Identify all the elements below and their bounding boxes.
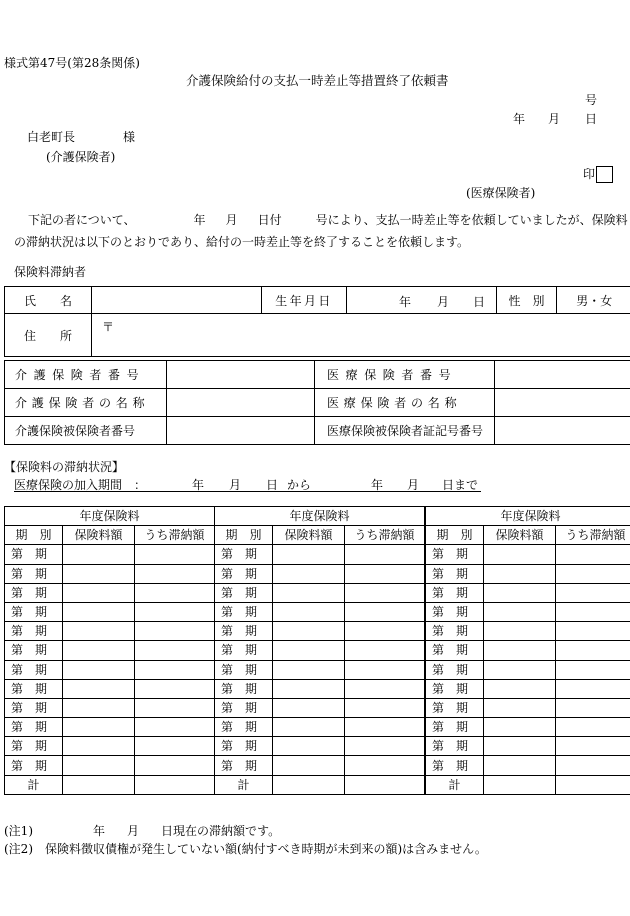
overdue-cell[interactable]: [135, 660, 215, 679]
form-number: 様式第47号(第28条関係): [4, 56, 140, 70]
amount-cell[interactable]: [484, 602, 556, 621]
period-cell: 第 期: [5, 679, 63, 698]
period-cell: 第 期: [215, 602, 273, 621]
col-period-header: 期 別: [5, 526, 63, 545]
period-cell: 第 期: [215, 641, 273, 660]
amount-cell[interactable]: [63, 583, 135, 602]
overdue-cell[interactable]: [345, 602, 425, 621]
amount-cell[interactable]: [273, 564, 345, 583]
premium-table: [214, 506, 425, 795]
care-insurer-name-field[interactable]: [167, 389, 315, 417]
overdue-cell[interactable]: [345, 718, 425, 737]
amount-cell[interactable]: [484, 641, 556, 660]
premium-row: [426, 641, 630, 660]
premium-row: [5, 718, 215, 737]
amount-cell[interactable]: [273, 679, 345, 698]
note-1-text: 日現在の滞納額です。: [161, 824, 281, 838]
premium-row: [426, 622, 630, 641]
overdue-cell[interactable]: [345, 622, 425, 641]
sex-label: 性 別: [497, 287, 557, 314]
premium-row: [426, 737, 630, 756]
premium-row: [5, 698, 215, 717]
col-overdue-header: うち滞納額: [345, 526, 425, 545]
amount-cell[interactable]: [63, 660, 135, 679]
period-month: 月: [229, 478, 242, 492]
date-day-label: 日: [585, 112, 598, 126]
note-1-month: 月: [127, 824, 140, 838]
period-cell: 第 期: [426, 660, 484, 679]
period-until: 日まで: [442, 478, 479, 492]
overdue-cell[interactable]: [556, 583, 630, 602]
period-from: から: [287, 478, 312, 492]
seal-area: [583, 165, 613, 183]
amount-cell[interactable]: [484, 660, 556, 679]
birth-day: 日: [473, 295, 486, 309]
delinquent-section-label: 保険料滞納者: [14, 265, 87, 279]
document-title: 介護保険給付の支払一時差止等措置終了依頼書: [186, 73, 449, 88]
birth-year: 年: [399, 295, 412, 309]
total-amount-cell[interactable]: [63, 775, 135, 794]
request-year: 年: [193, 213, 206, 227]
premium-row: [215, 737, 425, 756]
insurance-row-2: [5, 389, 630, 417]
amount-cell[interactable]: [63, 756, 135, 775]
overdue-cell[interactable]: [135, 622, 215, 641]
period-cell: 第 期: [426, 564, 484, 583]
insurance-info-table: [4, 360, 630, 445]
care-insurer-number-field[interactable]: [167, 361, 315, 389]
amount-cell[interactable]: [63, 679, 135, 698]
premium-table-title-row: [426, 507, 630, 526]
care-insurer-number-label: 介護保険者番号: [5, 361, 167, 389]
honorific: 様: [123, 130, 136, 144]
period-label: 医療保険の加入期間 ：: [14, 478, 147, 492]
premium-row: [5, 641, 215, 660]
premium-row: [5, 583, 215, 602]
premium-table-title: 年度保険料: [426, 507, 630, 526]
premium-row: [215, 622, 425, 641]
premium-table-title: 年度保険料: [5, 507, 215, 526]
period-cell: 第 期: [5, 756, 63, 775]
seal-box[interactable]: [596, 166, 613, 183]
period-cell: 第 期: [215, 545, 273, 564]
amount-cell[interactable]: [63, 641, 135, 660]
premium-table-title-row: [215, 507, 425, 526]
overdue-cell[interactable]: [135, 698, 215, 717]
overdue-cell[interactable]: [345, 583, 425, 602]
amount-cell[interactable]: [484, 698, 556, 717]
premium-row: [215, 718, 425, 737]
period-cell: 第 期: [215, 698, 273, 717]
premium-row: [426, 545, 630, 564]
amount-cell[interactable]: [63, 698, 135, 717]
premium-row: [426, 660, 630, 679]
amount-cell[interactable]: [63, 622, 135, 641]
care-insured-number-field[interactable]: [167, 417, 315, 445]
birth-label: 生年月日: [262, 287, 347, 314]
overdue-cell[interactable]: [135, 545, 215, 564]
amount-cell[interactable]: [484, 564, 556, 583]
premium-row: [5, 737, 215, 756]
premium-row: [215, 602, 425, 621]
period-cell: 第 期: [426, 641, 484, 660]
medical-insurer-number-label: 医療保険者番号: [315, 361, 495, 389]
period-cell: 第 期: [5, 660, 63, 679]
request-text-1: 下記の者について、: [28, 213, 136, 227]
premium-total-row: [5, 775, 215, 794]
amount-cell[interactable]: [273, 718, 345, 737]
period-month-2: 月: [407, 478, 420, 492]
overdue-cell[interactable]: [556, 756, 630, 775]
period-cell: 第 期: [426, 718, 484, 737]
col-overdue-header: うち滞納額: [135, 526, 215, 545]
care-insurer-name-label: 介護保険者の名称: [5, 389, 167, 417]
premium-table-title-row: [5, 507, 215, 526]
premium-row: [215, 756, 425, 775]
period-cell: 第 期: [215, 622, 273, 641]
premium-row: [215, 679, 425, 698]
col-amount-header: 保険料額: [484, 526, 556, 545]
overdue-cell[interactable]: [556, 602, 630, 621]
premium-row: [5, 622, 215, 641]
sex-field[interactable]: 男・女: [557, 287, 630, 314]
medical-insurer-number-field[interactable]: [495, 361, 630, 389]
overdue-cell[interactable]: [556, 718, 630, 737]
premium-table-header-row: [426, 526, 630, 545]
overdue-cell[interactable]: [135, 679, 215, 698]
premium-row: [5, 564, 215, 583]
addressee: 白老町長: [27, 130, 76, 144]
medical-insurer-name-field[interactable]: [495, 389, 630, 417]
period-cell: 第 期: [426, 698, 484, 717]
amount-cell[interactable]: [273, 737, 345, 756]
period-cell: 第 期: [426, 583, 484, 602]
period-cell: 第 期: [426, 737, 484, 756]
period-cell: 第 期: [5, 718, 63, 737]
amount-cell[interactable]: [484, 737, 556, 756]
date-year-label: 年: [513, 112, 526, 126]
col-amount-header: 保険料額: [63, 526, 135, 545]
amount-cell[interactable]: [273, 583, 345, 602]
amount-cell[interactable]: [63, 718, 135, 737]
period-cell: 第 期: [5, 698, 63, 717]
name-field[interactable]: [92, 287, 262, 314]
request-month: 月: [225, 213, 238, 227]
delinquent-row-name: [5, 287, 630, 314]
premium-row: [215, 698, 425, 717]
total-label: 計: [426, 775, 484, 794]
overdue-cell[interactable]: [556, 698, 630, 717]
col-period-header: 期 別: [426, 526, 484, 545]
period-cell: 第 期: [5, 602, 63, 621]
period-day: 日: [266, 478, 279, 492]
premium-row: [5, 660, 215, 679]
premium-row: [426, 564, 630, 583]
period-cell: 第 期: [215, 564, 273, 583]
date-month-label: 月: [548, 112, 561, 126]
insurance-row-3: [5, 417, 630, 445]
total-amount-cell[interactable]: [273, 775, 345, 794]
delinquent-row-address: [5, 314, 630, 357]
period-cell: 第 期: [215, 583, 273, 602]
amount-cell[interactable]: [63, 564, 135, 583]
period-cell: 第 期: [215, 737, 273, 756]
birth-month: 月: [437, 295, 450, 309]
premium-row: [426, 679, 630, 698]
total-overdue-cell[interactable]: [135, 775, 215, 794]
premium-row: [5, 756, 215, 775]
premium-row: [215, 583, 425, 602]
premium-row: [215, 564, 425, 583]
request-paragraph: [14, 209, 628, 253]
overdue-cell[interactable]: [135, 583, 215, 602]
enrollment-period: [14, 476, 481, 495]
premium-table-header-row: [215, 526, 425, 545]
overdue-cell[interactable]: [135, 602, 215, 621]
total-label: 計: [215, 775, 273, 794]
overdue-cell[interactable]: [135, 756, 215, 775]
total-overdue-cell[interactable]: [345, 775, 425, 794]
col-amount-header: 保険料額: [273, 526, 345, 545]
note-1: [4, 822, 280, 839]
total-label: 計: [5, 775, 63, 794]
premium-row: [215, 660, 425, 679]
period-cell: 第 期: [426, 545, 484, 564]
amount-cell[interactable]: [484, 583, 556, 602]
premium-row: [215, 641, 425, 660]
period-year: 年: [192, 478, 205, 492]
amount-cell[interactable]: [273, 641, 345, 660]
period-cell: 第 期: [426, 602, 484, 621]
premium-row: [5, 602, 215, 621]
overdue-cell[interactable]: [135, 641, 215, 660]
overdue-cell[interactable]: [135, 737, 215, 756]
amount-cell[interactable]: [484, 718, 556, 737]
amount-cell[interactable]: [63, 545, 135, 564]
amount-cell[interactable]: [484, 622, 556, 641]
period-cell: 第 期: [215, 679, 273, 698]
enrollment-period-line: [14, 476, 481, 492]
medical-insured-number-label: 医療保険被保険者証記号番号: [315, 417, 495, 445]
period-cell: 第 期: [426, 756, 484, 775]
overdue-cell[interactable]: [345, 660, 425, 679]
period-cell: 第 期: [5, 737, 63, 756]
overdue-cell[interactable]: [135, 564, 215, 583]
overdue-cell[interactable]: [345, 564, 425, 583]
note-2: (注2) 保険料徴収債権が発生していない額(納付すべき時期が未到来の額)は含みません。: [4, 842, 487, 856]
period-cell: 第 期: [5, 641, 63, 660]
total-overdue-cell[interactable]: [556, 775, 630, 794]
seal-mark: 印: [583, 167, 596, 181]
status-heading: 【保険料の滞納状況】: [4, 460, 125, 474]
overdue-cell[interactable]: [135, 718, 215, 737]
amount-cell[interactable]: [273, 660, 345, 679]
insurer-label: (介護保険者): [46, 150, 116, 164]
delinquent-table: [4, 286, 630, 357]
premium-row: [426, 718, 630, 737]
total-amount-cell[interactable]: [484, 775, 556, 794]
overdue-cell[interactable]: [345, 545, 425, 564]
premium-row: [426, 583, 630, 602]
note-1-year: 年: [93, 824, 106, 838]
period-cell: 第 期: [5, 545, 63, 564]
overdue-cell[interactable]: [556, 660, 630, 679]
period-cell: 第 期: [426, 622, 484, 641]
amount-cell[interactable]: [273, 602, 345, 621]
overdue-cell[interactable]: [345, 698, 425, 717]
premium-total-row: [426, 775, 630, 794]
insurance-row-1: [5, 361, 630, 389]
amount-cell[interactable]: [273, 622, 345, 641]
amount-cell[interactable]: [63, 737, 135, 756]
period-year-2: 年: [371, 478, 384, 492]
period-cell: 第 期: [215, 718, 273, 737]
overdue-cell[interactable]: [345, 737, 425, 756]
note-1-label: (注1): [4, 824, 33, 838]
premium-row: [215, 545, 425, 564]
period-cell: 第 期: [215, 756, 273, 775]
medical-insurer-name-label: 医療保険者の名称: [315, 389, 495, 417]
period-cell: 第 期: [215, 660, 273, 679]
premium-row: [5, 545, 215, 564]
overdue-cell[interactable]: [556, 545, 630, 564]
period-cell: 第 期: [426, 679, 484, 698]
premium-row: [5, 679, 215, 698]
col-period-header: 期 別: [215, 526, 273, 545]
request-day: 日付: [257, 213, 282, 227]
overdue-cell[interactable]: [556, 737, 630, 756]
amount-cell[interactable]: [63, 602, 135, 621]
amount-cell[interactable]: [273, 756, 345, 775]
premium-total-row: [215, 775, 425, 794]
request-line-2: の滞納状況は以下のとおりであり、給付の一時差止等を終了することを依頼します。: [14, 235, 470, 249]
overdue-cell[interactable]: [556, 564, 630, 583]
address-field[interactable]: [92, 314, 630, 357]
name-label: 氏 名: [5, 287, 92, 314]
postal-mark: 〒: [102, 320, 115, 334]
premium-row: [426, 698, 630, 717]
amount-cell[interactable]: [273, 545, 345, 564]
overdue-cell[interactable]: [345, 679, 425, 698]
address-label: 住 所: [5, 314, 92, 357]
premium-table: [4, 506, 215, 795]
premium-row: [426, 756, 630, 775]
birth-field[interactable]: [347, 287, 497, 314]
medical-insured-number-field[interactable]: [495, 417, 630, 445]
period-cell: 第 期: [5, 564, 63, 583]
col-overdue-header: うち滞納額: [556, 526, 630, 545]
overdue-cell[interactable]: [556, 679, 630, 698]
request-line-1: [14, 209, 628, 231]
medical-insurer-label: (医療保険者): [466, 186, 536, 200]
overdue-cell[interactable]: [556, 641, 630, 660]
request-text-2: 号により、支払一時差止等を依頼していましたが、保険料: [315, 213, 628, 227]
premium-row: [426, 602, 630, 621]
number-label: 号: [585, 93, 598, 107]
premium-table-title: 年度保険料: [215, 507, 425, 526]
period-cell: 第 期: [5, 622, 63, 641]
amount-cell[interactable]: [484, 545, 556, 564]
overdue-cell[interactable]: [345, 756, 425, 775]
premium-table-header-row: [5, 526, 215, 545]
amount-cell[interactable]: [484, 756, 556, 775]
amount-cell[interactable]: [484, 679, 556, 698]
overdue-cell[interactable]: [556, 622, 630, 641]
period-cell: 第 期: [5, 583, 63, 602]
care-insured-number-label: 介護保険被保険者番号: [5, 417, 167, 445]
amount-cell[interactable]: [273, 698, 345, 717]
premium-table: [425, 506, 630, 795]
overdue-cell[interactable]: [345, 641, 425, 660]
